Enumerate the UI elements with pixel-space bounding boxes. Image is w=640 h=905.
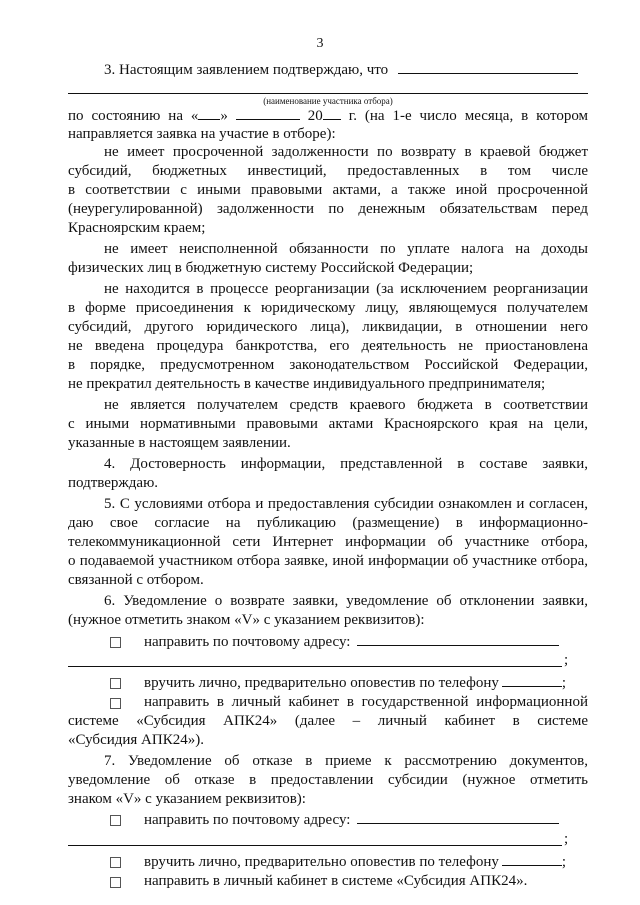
- s6-line1: 6. Уведомление о возврате заявки, уведомление об отклонении заявки,: [104, 593, 588, 609]
- s6-phone-field[interactable]: [502, 673, 562, 687]
- s7-postal-option: направить по почтовому адресу:: [144, 810, 559, 830]
- s6-postal-checkbox[interactable]: [110, 637, 121, 648]
- s3-item3-line4: не введена процедура банкротства, его деятельность не приостановлена: [68, 338, 588, 354]
- s3-item1-line1: не имеет просроченной задолженности по возврату в краевой бюджет: [104, 144, 588, 160]
- s7-phone-option: вручить лично, предварительно оповестив по телефону ;: [144, 854, 567, 870]
- participant-name-rule: [68, 93, 588, 94]
- s6-postal-semicolon: ;: [564, 652, 569, 668]
- s3-item1-line5: Красноярским краем;: [68, 220, 206, 236]
- participant-name-field[interactable]: [398, 60, 578, 74]
- s6-cabinet-line1: направить в личный кабинет в государственной информационной: [144, 694, 588, 710]
- year-field[interactable]: [323, 106, 341, 120]
- s7-cabinet-checkbox[interactable]: [110, 877, 121, 888]
- s6-cabinet-line3: «Субсидия АПК24»).: [68, 732, 204, 748]
- s6-postal-option: направить по почтовому адресу:: [144, 632, 559, 652]
- s7-cabinet-option: направить в личный кабинет в системе «Субсидия АПК24».: [144, 873, 528, 889]
- participant-name-caption: (наименование участника отбора): [263, 96, 393, 106]
- date-line-2: направляется заявка на участие в отборе):: [68, 126, 336, 142]
- s5-line1: 5. С условиями отбора и предоставления субсидии ознакомлен и согласен,: [104, 496, 588, 512]
- s6-cabinet-line2: системе «Субсидия АПК24» (далее – личный кабинет в системе: [68, 713, 588, 729]
- s4-line1: 4. Достоверность информации, представленной в составе заявки,: [104, 456, 588, 472]
- s3-item3-line5: в порядке, предусмотренном законодательством Российской Федерации,: [68, 357, 588, 373]
- s5-line2: даю свое согласие на публикацию (размещение) в информационно-: [68, 515, 588, 531]
- s5-line3: телекоммуникационной сети Интернет информации об участнике отбора,: [68, 534, 588, 550]
- s7-postal-address-rule2[interactable]: [68, 845, 562, 846]
- s3-item3-line6: не прекратил деятельность в качестве индивидуального предпринимателя;: [68, 376, 546, 392]
- s3-item3-line3: субсидий, другого юридического лица), ликвидации, в отношении него: [68, 319, 588, 335]
- s3-item1-line2: субсидий, бюджетных инвестиций, предоставленных в том числе: [68, 163, 588, 179]
- s7-postal-checkbox[interactable]: [110, 815, 121, 826]
- s7-line3: знаком «V» с указанием реквизитов):: [68, 791, 306, 807]
- s3-item2-line2: физических лиц в бюджетную систему Российской Федерации;: [68, 260, 474, 276]
- s6-postal-address-field[interactable]: [357, 632, 559, 646]
- section3-intro: 3. Настоящим заявлением подтверждаю, что: [68, 60, 588, 80]
- s3-item4-line3: указанные в настоящем заявлении.: [68, 435, 291, 451]
- s6-phone-option: вручить лично, предварительно оповестив по телефону ;: [144, 675, 567, 691]
- s3-item4-line1: не является получателем средств краевого бюджета в соответствии: [104, 397, 588, 413]
- s5-line5: связанной с отбором.: [68, 572, 204, 588]
- page-number: 3: [316, 36, 324, 51]
- s4-line2: подтверждаю.: [68, 475, 159, 491]
- s7-line1: 7. Уведомление об отказе в приеме к рассмотрению документов,: [104, 753, 588, 769]
- s6-line2: (нужное отметить знаком «V» с указанием реквизитов):: [68, 612, 425, 628]
- date-line: по состоянию на « » 20 г. (на 1-е число месяца, в котором: [68, 108, 589, 124]
- s5-line4: о подаваемой участником отбора заявке, иной информации об участнике отбора,: [68, 553, 588, 569]
- s7-postal-semicolon: ;: [564, 831, 569, 847]
- s3-item2-line1: не имеет неисполненной обязанности по уплате налога на доходы: [104, 241, 588, 257]
- month-field[interactable]: [236, 106, 300, 120]
- s3-item4-line2: с иными нормативными правовыми актами Красноярского края на цели,: [68, 416, 588, 432]
- s7-line2: уведомление об отказе в предоставлении субсидии (нужное отметить: [68, 772, 588, 788]
- s6-cabinet-checkbox[interactable]: [110, 698, 121, 709]
- day-field[interactable]: [198, 106, 220, 120]
- s3-item1-line3: в соответствии с иными правовыми актами, а также иной просроченной: [68, 182, 588, 198]
- s7-postal-address-field[interactable]: [357, 810, 559, 824]
- s7-phone-checkbox[interactable]: [110, 857, 121, 868]
- s3-item1-line4: (неурегулированной) задолженности по денежным обязательствам перед: [68, 201, 588, 217]
- s7-phone-field[interactable]: [502, 852, 562, 866]
- s6-phone-checkbox[interactable]: [110, 678, 121, 689]
- s3-item3-line1: не находится в процессе реорганизации (за исключением реорганизации: [104, 281, 588, 297]
- s3-item3-line2: в форме присоединения к юридическому лицу, являющемуся получателем: [68, 300, 588, 316]
- s6-postal-address-rule2[interactable]: [68, 666, 562, 667]
